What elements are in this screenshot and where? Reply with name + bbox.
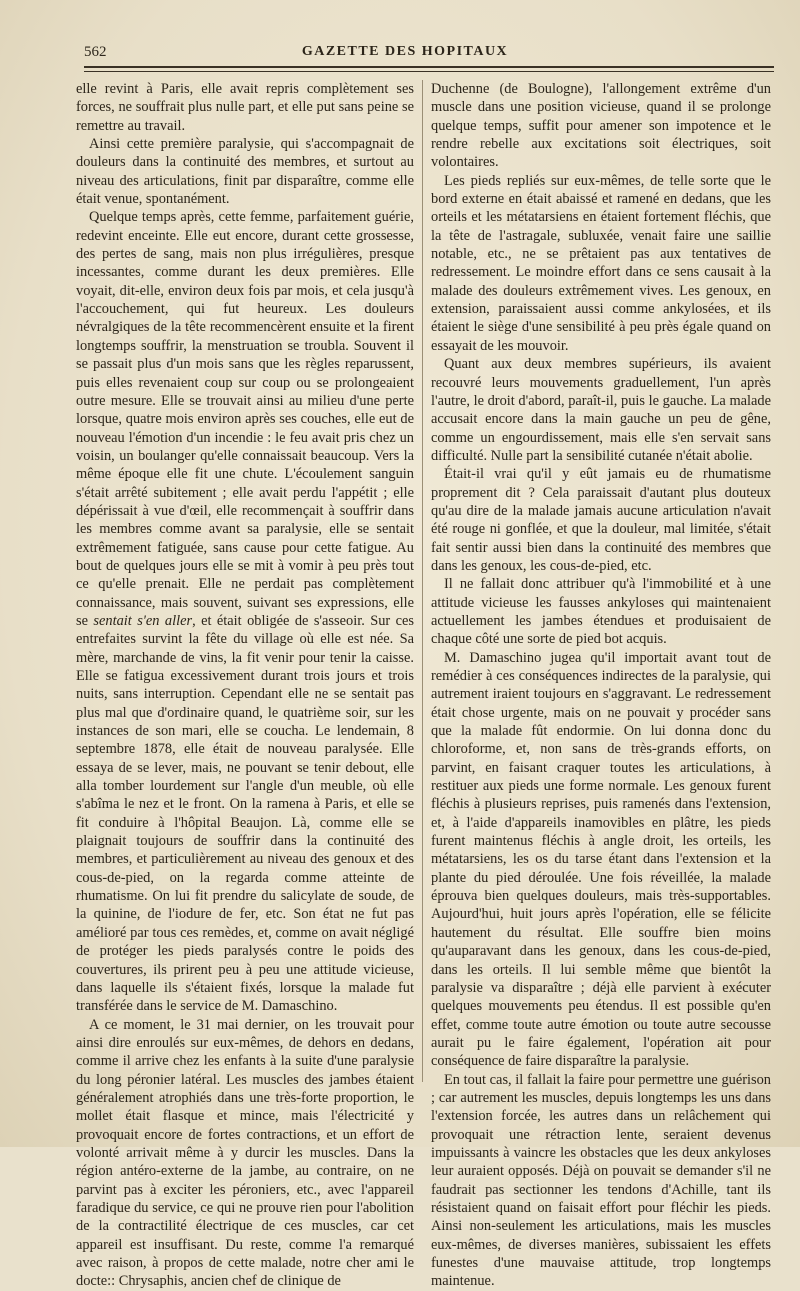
page-number: 562 — [84, 44, 107, 60]
paragraph: Duchenne (de Boulogne), l'allongement extrême d'un muscle dans une position vicieuse, quand il se prolonge quelque temps, suffit pour amener son impotence et le rendre rebelle aux excitations soit électriques, soit volontaires. — [431, 81, 771, 171]
page-header — [84, 40, 726, 60]
paragraph: elle revint à Paris, elle avait repris complètement ses forces, ne souffrait plus nulle part, et elle put sans peine se remettre au travail. — [76, 81, 414, 134]
paragraph-text: , et était obligée de s'asseoir. Sur ces entrefaites survint la fête du village où elle est née. Sa mère, marchande de vins, la fit venir pour tenir la caisse. Elle se fatigua excessivement durant trois jours et trois nuits, sans interruption. Cependant elle ne se sentait pas plus mal que d'ordinaire quand, le quatrième soir, sur les instances de son mari, elle se coucha. Le lendemain, 8 septembre 1878, elle était de nouveau paralysée. Elle essaya de se lever, mais, ne pouvant se tenir debout, elle alla tomber lourdement sur l'angle d'un meuble, où elle s'abîma le nez et le front. On la ramena à Paris, et elle se fit conduire à l'hôpital Beaujon. Là, comme elle se plaignait toujours de souffrir dans la continuité des membres, et particulièrement au niveau des genoux et des cous-de-pied, on la regarda comme atteinte de rhumatisme. On lui fit prendre du salicylate de soude, de la quinine, de l'iodure de fer, etc. Son état ne fut pas amélioré par tous ces remèdes, et, comme on avait négligé de protéger les pieds paralysés contre le poids des couvertures, ils prirent peu à peu une attitude vicieuse, dans laquelle ils s'étaient fixés, lorsque la malade fut transférée dans le service de M. Damaschino. — [76, 612, 414, 1015]
paragraph: Il ne fallait donc attribuer qu'à l'immobilité et à une attitude vicieuse les fausses ankyloses qui maintenaient actuellement les jambes étendues et produisaient de chaque côté une sorte de pied bot acquis. — [431, 576, 771, 648]
paragraph: Les pieds repliés sur eux-mêmes, de telle sorte que le bord externe en était abaissé et ramené en dedans, que les orteils et les métatarsiens en étaient fortement fléchis, que la tête de l'astragale, subluxée, venait faire une saillie notable, etc., ne se prêtaient pas aux tentatives de redressement. Le moindre effort dans ce sens causait à la malade des douleurs extrêmement vives. Les genoux, en extension, paraissaient aussi comme ankylosées, et ils étaient le siège d'une sensibilité à peu près égale quand on essayait de les mouvoir. — [431, 172, 771, 354]
paragraph: Quant aux deux membres supérieurs, ils avaient recouvré leurs mouvements graduellement, l'un après l'autre, le droit d'abord, paraît-il, puis le gauche. La malade accusait encore dans la main gauche un peu de gêne, comme un engourdissement, mais elle s'en servait sans difficulté. Nulle part la sensibilité cutanée n'était abolie. — [431, 356, 771, 464]
italic-phrase: sentait s'en aller — [93, 612, 193, 629]
paragraph: M. Damaschino jugea qu'il importait avant tout de remédier à ces conséquences indirectes de la paralysie, qui autrement iraient toujours en s'aggravant. Le redressement était chose urgente, mais on ne pouvait y procéder sans que la malade fût endormie. On lui donna donc du chloroforme, et, non sans de très-grands efforts, on parvint, en faisant craquer toutes les articulations, à restituer aux pieds une forme normale. Les genoux furent fléchis à plusieurs reprises, puis ramenés dans l'extension, et, à l'aide d'appareils inamovibles en plâtre, les pieds furent maintenus fléchis à angle droit, les orteils, les métatarsiens, les os du tarse étant dans l'extension et la plante du pied déroulée. Une fois réveillée, la malade éprouva bien quelques douleurs, mais très-supportables. Aujourd'hui, huit jours après l'opération, elle se félicite hautement du résultat. Elle souffre bien moins qu'auparavant dans les genoux, dans les cous-de-pied, dans les orteils. Il lui semble même que bientôt la paralysie va disparaître ; déjà elle parvient à exécuter quelques mouvements peu étendus. Il est possible qu'en effet, comme toute autre émotion ou toute autre secousse aurait pu le faire également, l'opération ait pour conséquence de faire disparaître la paralysie. — [431, 649, 771, 1070]
left-column — [76, 80, 414, 1291]
header-rule-thin — [84, 71, 774, 72]
paragraph: A ce moment, le 31 mai dernier, on les trouvait pour ainsi dire enroulés sur eux-mêmes, de dehors en dedans, comme il arrive chez les enfants à la suite d'une paralysie du long péronier latéral. Les muscles des jambes étaient généralement atrophiés dans une très-forte proportion, le mollet était flasque et mince, mais l'électricité y provoquait encore de fortes contractions, et un effort de volonté arrivait même à y durcir les muscles. Dans la région antéro-externe de la jambe, au contraire, on ne parvint pas à exciter les péroniers, etc., avec l'appareil faradique du service, ce qui ne prouve rien pour l'abolition de la contractilité électrique de ces muscles, car cet appareil est insuffisant. Du reste, comme l'a remarqué avec raison, à propos de cette malade, notre cher ami le docte:: Chrysaphis, ancien chef de clinique de — [76, 1016, 414, 1290]
paragraph: Ainsi cette première paralysie, qui s'accompagnait de douleurs dans la continuité des membres, et surtout au niveau des articulations, finit par disparaître, comme elle était venue, spontanément. — [76, 136, 414, 208]
right-column — [431, 80, 771, 1291]
paragraph-text: Quelque temps après, cette femme, parfaitement guérie, redevint enceinte. Elle eut encore, durant cette grossesse, des pertes de sang, mais non plus irrégulières, presque incessantes, comme durant les deux premières. Elle voyait, dit-elle, environ deux fois par mois, et cela jusqu'à l'accouchement, qui fut heureux. Les douleurs névralgiques de la tête recommencèrent ensuite et la firent longtemps souffrir, la menstruation se troubla. Souvent il se passait plus d'un mois sans que les règles reparussent, puis elles revenaient coup sur coup ou se prolongeaient outre mesure. Elle se trouvait ainsi au milieu d'une perte lorsque, quatre mois environ après ses couches, elle eut de nouveau l'émotion d'un incendie : le feu avait pris chez un voisin, un boulanger qu'elle connaissait beaucoup. Vers la même époque elle fit une chute. L'écoulement sanguin s'était arrêté subitement ; elle avait perdu l'appétit ; elle dépérissait à vue d'œil, elle recommençait à souffrir dans les membres comme avant sa paralysie, elle se sentait extrêmement fatiguée, sans cause pour cette fatigue. Au bout de quelques jours elle se mit à vomir à peu près tout ce qu'elle prenait. Elle ne perdait pas complètement connaissance, mais souvent, suivant ses expressions, elle se — [76, 209, 414, 629]
journal-title: GAZETTE DES HOPITAUX — [301, 44, 509, 59]
paragraph: Était-il vrai qu'il y eût jamais eu de rhumatisme proprement dit ? Cela paraissait d'autant plus douteux qu'au dire de la malade jamais aucune articulation n'avait été rouge ni gonflée, et que la douleur, mal limitée, s'était fait sentir aussi bien dans la continuité des membres que dans les genoux, les cous-de-pied, etc. — [431, 466, 771, 574]
paragraph: En tout cas, il fallait la faire pour permettre une guérison ; car autrement les muscles, depuis longtemps les uns dans l'extension forcée, les autres dans un relâchement qui provoquait une rétraction lente, seraient devenus impuissants à vaincre les obstacles que les deux ankyloses leur auraient opposés. Déjà on pouvait se demander s'il ne faudrait pas sectionner les tendons d'Achille, tant ils résistaient quand on faisait effort pour fléchir les pieds. Ainsi non-seulement les articulations, mais les muscles eux-mêmes, de diverses manières, subissaient les effets funestes d'une mauvaise attitude, trop longtemps maintenue. — [431, 1071, 771, 1290]
paragraph — [76, 208, 414, 1015]
column-divider — [422, 80, 423, 1082]
header-rule-thick — [84, 66, 774, 68]
